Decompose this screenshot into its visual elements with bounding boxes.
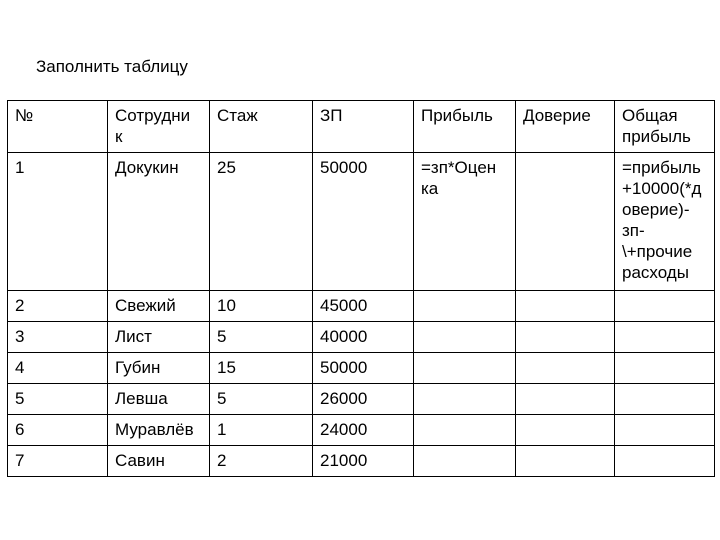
cell-total-profit xyxy=(615,446,715,477)
cell-total-profit: =прибыль +10000(*д оверие)- зп- \+прочие расходы xyxy=(615,153,715,291)
cell-profit: =зп*Оцен ка xyxy=(414,153,516,291)
cell-experience: 1 xyxy=(210,415,313,446)
cell-trust xyxy=(516,415,615,446)
cell-salary: 50000 xyxy=(313,353,414,384)
cell-total-profit xyxy=(615,353,715,384)
cell-employee: Лист xyxy=(108,322,210,353)
header-cell-trust: Доверие xyxy=(516,101,615,153)
cell-profit xyxy=(414,384,516,415)
cell-trust xyxy=(516,446,615,477)
header-cell-profit: Прибыль xyxy=(414,101,516,153)
table-header-row xyxy=(8,101,715,153)
cell-profit xyxy=(414,322,516,353)
cell-salary: 50000 xyxy=(313,153,414,291)
cell-total-profit xyxy=(615,291,715,322)
cell-trust xyxy=(516,153,615,291)
cell-number: 1 xyxy=(8,153,108,291)
cell-experience: 5 xyxy=(210,384,313,415)
header-cell-salary: ЗП xyxy=(313,101,414,153)
cell-number: 4 xyxy=(8,353,108,384)
cell-experience: 2 xyxy=(210,446,313,477)
table-row xyxy=(8,384,715,415)
cell-number: 2 xyxy=(8,291,108,322)
cell-experience: 10 xyxy=(210,291,313,322)
cell-total-profit xyxy=(615,415,715,446)
cell-number: 5 xyxy=(8,384,108,415)
cell-profit xyxy=(414,446,516,477)
cell-salary: 45000 xyxy=(313,291,414,322)
table-row xyxy=(8,153,715,291)
cell-employee: Левша xyxy=(108,384,210,415)
cell-experience: 25 xyxy=(210,153,313,291)
cell-profit xyxy=(414,353,516,384)
cell-profit xyxy=(414,415,516,446)
cell-salary: 24000 xyxy=(313,415,414,446)
header-cell-number: № xyxy=(8,101,108,153)
cell-trust xyxy=(516,322,615,353)
data-table xyxy=(7,100,715,477)
cell-employee: Свежий xyxy=(108,291,210,322)
header-cell-experience: Стаж xyxy=(210,101,313,153)
table-row xyxy=(8,291,715,322)
cell-total-profit xyxy=(615,322,715,353)
cell-number: 3 xyxy=(8,322,108,353)
cell-salary: 26000 xyxy=(313,384,414,415)
cell-total-profit xyxy=(615,384,715,415)
cell-trust xyxy=(516,384,615,415)
table-row xyxy=(8,353,715,384)
header-cell-total-profit: Общая прибыль xyxy=(615,101,715,153)
cell-number: 7 xyxy=(8,446,108,477)
cell-trust xyxy=(516,353,615,384)
cell-number: 6 xyxy=(8,415,108,446)
table-row xyxy=(8,446,715,477)
cell-employee: Савин xyxy=(108,446,210,477)
cell-salary: 21000 xyxy=(313,446,414,477)
cell-experience: 5 xyxy=(210,322,313,353)
cell-salary: 40000 xyxy=(313,322,414,353)
header-cell-employee: Сотрудни к xyxy=(108,101,210,153)
cell-profit xyxy=(414,291,516,322)
cell-employee: Губин xyxy=(108,353,210,384)
cell-experience: 15 xyxy=(210,353,313,384)
cell-trust xyxy=(516,291,615,322)
table-row xyxy=(8,415,715,446)
table-row xyxy=(8,322,715,353)
cell-employee: Муравлёв xyxy=(108,415,210,446)
cell-employee: Докукин xyxy=(108,153,210,291)
page-title: Заполнить таблицу xyxy=(36,57,188,76)
